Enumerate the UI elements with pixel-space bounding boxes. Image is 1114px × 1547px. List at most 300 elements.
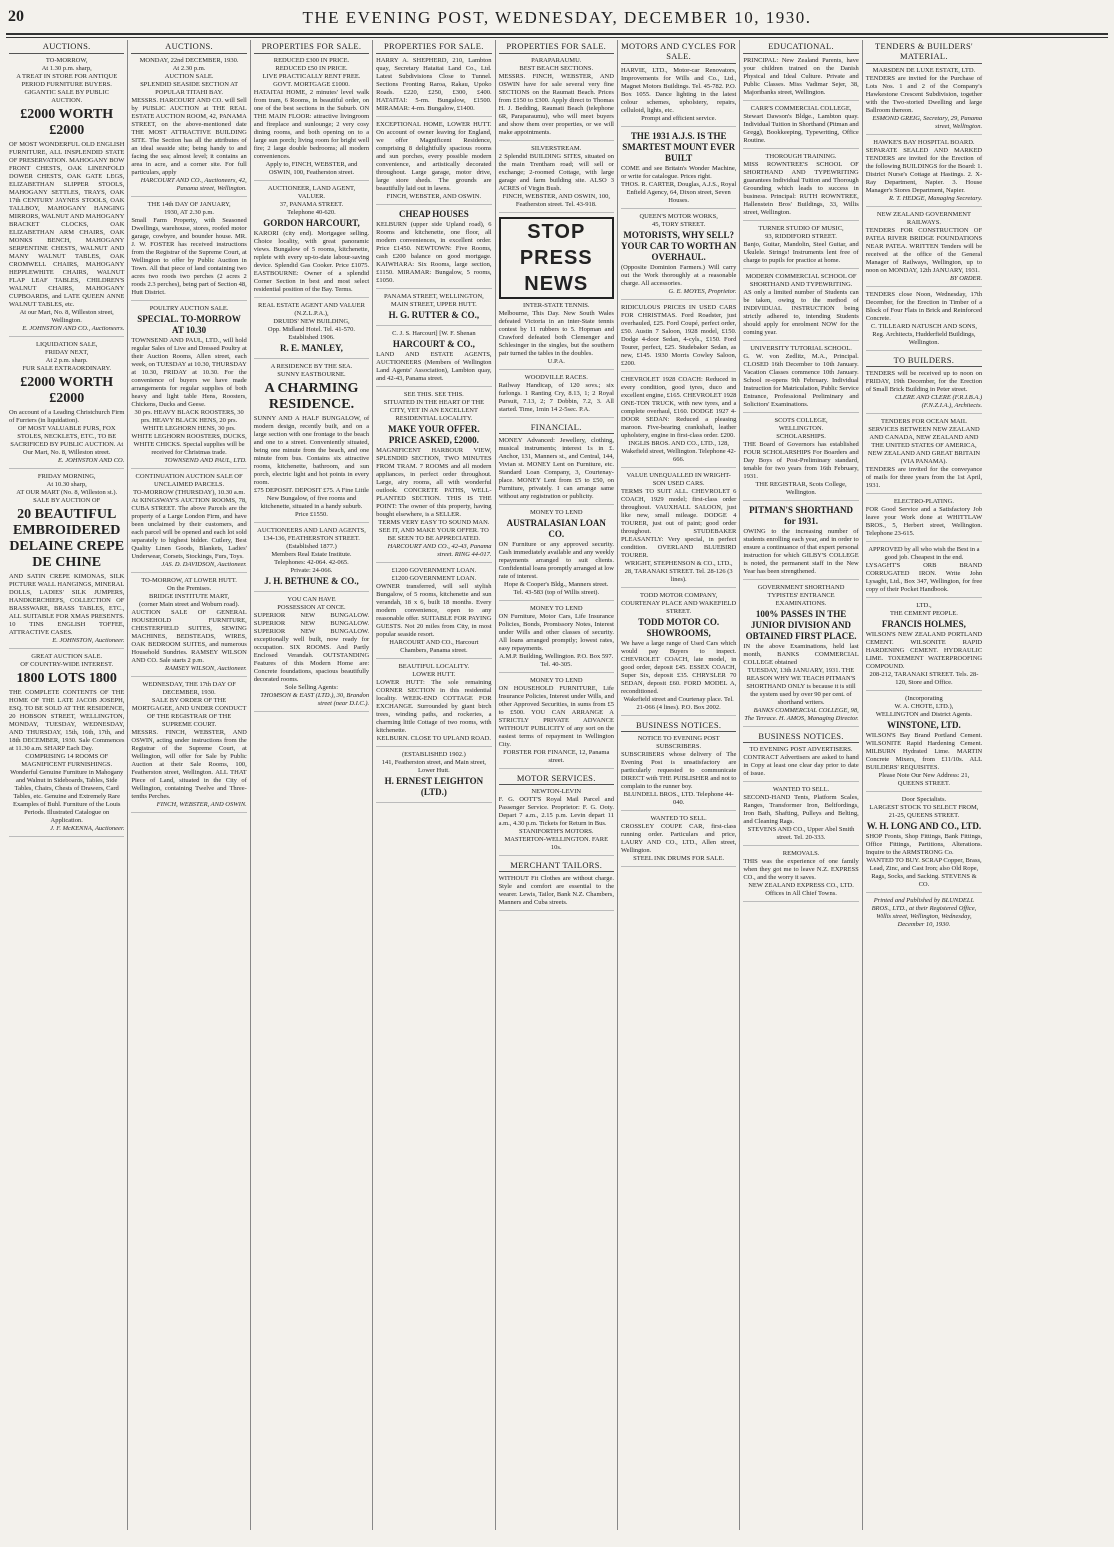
ad-footer: STANIFORTH'S MOTORS. MASTERTON-WELLINGTON. FARE 10s. bbox=[504, 828, 609, 851]
ad-body: MESSRS. HARCOURT AND CO. will Sell by PUBLIC AUCTION at THE REAL ESTATE AUCTION ROOM, 42, PANAMA STREET, on the above-mentioned date THE MOST ATTRACTIVE BUILDING SITE. The Section has all the attributes of an ideal seaside site; being handy to and facing the sea; almost level; it contains an area in acre, and a corner site. For full particulars, apply bbox=[131, 97, 247, 176]
advertisement bbox=[743, 273, 858, 341]
ad-body: MESSRS. FINCH, WEBSTER, AND OSWIN have for sale several very fine SECTIONS on the Raumati Beach. Prices from £150 to £300. Apply direct to Thomas H. J. Bedding, Raumati Beach (telephone 6R, Paraparaumu), who will meet buyers and show them over properties, or we will make appointments. bbox=[498, 73, 614, 136]
ad-body: MESSRS. FINCH, WEBSTER, AND OSWIN, acting under instructions from the Registrar of the Supreme Court, at Wellington, will offer for Sale by Public Auction at their Sale Rooms, 100, Featherston street, Wellington. ALL THAT Piece of Land, situated in the City of Wellington, containing Twelve and Three-tenths Perches. bbox=[131, 729, 247, 800]
advertisement bbox=[254, 596, 369, 712]
ad-body: KELBURN (upper side Upland road), 6 Rooms and kitchenette, one floor, all modern conveniences, in excellent order. Price £1450. NEWTOWN: Five Rooms, cash £200 balance on good mortgage. KAIWHARA: Six Rooms, large section, £1150. MIRAMAR: Bungalow, 5 rooms, £1050. bbox=[376, 221, 492, 284]
ad-body: RIDICULOUS PRICES IN USED CARS FOR CHRISTMAS. Ford Roadster, just overhauled, £25. Ford Coupé, perfect order, £50. Austin 7 Saloon, 1928 model, £150. Dodge 4-door Sedan, 4-cyls., £150. Ford Tourer, perfect, £25. Studebaker Sedan, as new, £145. 1930 Morris Cowley Saloon, £200. bbox=[620, 304, 737, 367]
ad-heading-line: APPROVED by all who wish the Best in a good job. Cheapest in the end. bbox=[868, 546, 980, 561]
ad-footer: Apply to, FINCH, WEBSTER, and OSWIN, 100, Featherston street. bbox=[265, 161, 358, 176]
ad-heading-line: MONEY TO LEND bbox=[529, 509, 583, 516]
ad-body: CROSSLEY COUPE CAR, first-class running order. Particulars and price, LAURY AND CO., LTD., Allen street, Wellington. bbox=[620, 823, 737, 854]
advertisement bbox=[9, 653, 124, 837]
advertisement bbox=[743, 786, 858, 846]
advertisement bbox=[621, 213, 736, 300]
ad-heading-line: SCOTS COLLEGE, bbox=[774, 417, 828, 424]
ad-body: 2 Splendid BUILDING SITES, situated on the main Trentham road; will sell or exchange; 2-roomed Cottage, with large garage and farm building site. ALSO 3 ACRES of Virgin Bush. bbox=[498, 153, 614, 192]
ad-heading-line: MARSDEN DE LUXE ESTATE, LTD. bbox=[872, 67, 976, 74]
ad-subheading: TODD MOTOR CO. SHOWROOMS, bbox=[638, 617, 720, 638]
ad-body: WILSON'S NEW ZEALAND PORTLAND CEMENT. WILSONITE RAPID HARDENING CEMENT. HYDRAULIC LIME. TOXEMENT WATERPROOFING COMPOUND. bbox=[865, 631, 983, 670]
ad-heading-line: 45, TORY STREET. bbox=[652, 221, 706, 228]
advertisement bbox=[254, 302, 369, 359]
ad-footer: HARCOURT AND CO., Harcourt Chambers, Panama street. bbox=[389, 639, 479, 654]
ad-body: Melbourne, This Day. New South Wales defeated Victoria in an inter-State tennis contest by 11 rubbers to 5. Hopman and Crawford defeated both Clemenger and Schlesinger in the singles, but the southern pair turned the tables in the doubles. bbox=[498, 310, 614, 357]
advertisement bbox=[621, 376, 736, 468]
ad-heading-line: CONTINUATION AUCTION SALE OF UNCLAIMED PARCELS. bbox=[135, 473, 243, 488]
ad-footer: FORSTER FOR FINANCE, 12, Panama street. bbox=[503, 749, 610, 764]
column-7 bbox=[740, 40, 862, 1530]
ad-body: PRINCIPAL: New Zealand Parents, have your children trained on the Danish Physical and Ideal Culture. Private and Public Classes. Miss Vadimar Sejer, 38, Majoribanks street, Wellington. bbox=[743, 57, 859, 96]
advertisement bbox=[866, 291, 982, 351]
ad-heading-line: (ESTABLISHED 1902.) bbox=[401, 751, 466, 758]
ad-body: MONEY Advanced: Jewellery, clothing, musical instruments; interest 1s in £. Anchor, 131, Manners st., and Central, 144, Vivian st. MONEY Lent on Furniture, etc. Standard Loan Company, 3, Courtenay-place. MONEY Lent from £5 to £50, on Furniture, privately. I can arrange same without any registration or publicity. bbox=[498, 437, 614, 500]
ad-body: HARRY A. SHEPHERD, 210, Lambton quay, Secretary Hataitai Land Co., Ltd. Latest Subdivisions Close to Tunnel. Sections Fronting Raroa, Rakau, Upoko Roads. £220, £250, £300, £400. HATAITAI: 5-rm. Bungalow, £1500. MIRAMAR: 4-rm. Bungalow, £1400. bbox=[376, 57, 492, 112]
ad-display-line: A CHARMING RESIDENCE. bbox=[264, 381, 359, 412]
ad-body: G. W. von Zedlitz, M.A., Principal. CLOSED 16th December to 10th January. Vacation Classes commence 10th January. School re-opens 9th February. Individual Instruction for Matriculation, Public Service Entrance, Professional Preliminary and Solicitors' Examinations. bbox=[743, 353, 859, 408]
ad-heading-line: VALUER. bbox=[297, 193, 326, 200]
advertisement bbox=[499, 677, 614, 769]
advertisement bbox=[9, 473, 124, 649]
ad-heading-line: PANAMA STREET, WELLINGTON, bbox=[383, 293, 484, 300]
ad-signature: G. E. MOYES, Proprietor. bbox=[668, 288, 737, 295]
ad-subheading: AUSTRALASIAN LOAN CO. bbox=[506, 518, 606, 539]
ad-body: AND SATIN CREPE KIMONAS, SILK PICTURE WALL HANGINGS, MINERAL DOLLS, LADIES' SILK JUMPERS, HANDKERCHIEFS, COLLECTION OF BRASSWARE, BRASS TABLES, ETC., ALL SUITABLE FOR XMAS PRESENTS. 10 TINS ENGLISH TOFFEE, ATTRACTIVE CASES. bbox=[9, 573, 125, 636]
advertisement bbox=[376, 293, 491, 326]
ad-body: OF MOST WONDERFUL OLD ENGLISH FURNITURE, ALL INSPLENDID STATE OF PRESERVATION. MAHOGANY BOW FRONT CHESTS, OAK LINENFOLD DOWER CHESTS, OAK GATE LEGS, ELIZABETHAN SLIPPER STOOLS, MAHOGANY SETTLES, TRAYS, OAK 17th CENTURY JAYNES STOOLS, OAK TALLBOY, MAHOGANY HANGING MIRRORS, WALNUT AND MAHOGANY BRACKET CLOCKS, OAK ELIZABETHAN ARM CHAIRS, OAK MONKS BENCH, MAHOGANY SERPENTINE CHESTS, WALNUT AND MANY WALNUT TABLES, OAK CROMWELL CHAIRS, MAHOGANY HEPPLEWHITE CHAIRS, WALNUT FLAP LEAF TABLES, CHILDREN'S WALNUT CHAIRS, MAHOGANY CUPBOARDS, and LATE QUEEN ANNE WALNUT TABLES, etc. bbox=[9, 141, 125, 308]
ad-heading-line: YOU CAN HAVE bbox=[287, 596, 336, 603]
advertisement bbox=[9, 57, 124, 337]
ad-footer: A.M.P. Building, Wellington. P.O. Box 597. Tel. 40-305. bbox=[499, 653, 614, 668]
ad-subheading: W. H. LONG AND CO., LTD. bbox=[866, 821, 982, 831]
ad-heading-line: LOWER HUTT. bbox=[412, 671, 456, 678]
ad-heading-line: DRUIDS' NEW BUILDING, bbox=[273, 318, 350, 325]
advertisement bbox=[743, 345, 858, 413]
section-header: BUSINESS NOTICES. bbox=[743, 731, 858, 743]
advertisement bbox=[376, 663, 491, 747]
ad-body: CONTRACT Advertisers are asked to hand in Copy at least one clear day prior to date of issue. bbox=[743, 754, 859, 777]
ad-body: THE Board of Governors has established FOUR SCHOLARSHIPS For Boarders and Day Boys of Post-Preliminary standard, tenable for two years from 16th February, 1931. bbox=[743, 441, 859, 480]
ad-footer: BLUNDELL BROS., LTD. Telephone 44-040. bbox=[623, 791, 734, 806]
advertisement bbox=[621, 472, 736, 588]
ad-body: CHEVROLET 1928 COACH: Reduced in every condition, good tyres, duco and excellent engine, £165. CHEVROLET 1928 ONE-TON TRUCK, with new tyres, and a complete overhaul, £160. DODGE 1927 4-DOOR SEDAN: Reduced a pleasing maroon. Five-bearing crankshaft, leather upholstery, engine in first-class order. £200. bbox=[620, 376, 737, 439]
column-8 bbox=[863, 40, 985, 1530]
ad-footer: OF MOST VALUABLE FURS, FOX STOLES, NECKLETS, ETC., TO BE SACRIFICED BY PUBLIC AUCTION. At Our Mart, No. 8, Willeston street. bbox=[10, 425, 124, 456]
ad-heading-line: Telephones: 42-064. 42-065. bbox=[274, 559, 349, 566]
ad-heading-line: OF COUNTRY-WIDE INTEREST. bbox=[20, 661, 114, 668]
ad-heading-line: HAWKE'S BAY HOSPITAL BOARD. bbox=[873, 139, 975, 146]
ad-heading-line: On the Premises. bbox=[166, 585, 212, 592]
ad-heading-line: SUNNY EASTBOURNE. bbox=[277, 371, 346, 378]
ad-footer: WANTED TO BUY. SCRAP Copper, Brass, Lead, Zinc, and Cast Iron; also Old Rope, Rags, Socks, and Sacking. STEVENS & CO. bbox=[866, 857, 982, 888]
ad-heading-line: TO-MORROW, bbox=[45, 57, 88, 64]
ad-body: ON Furniture or any approved security. Cash immediately available and any weekly repayments arranged to suit clients. Confidential loans promptly arranged at low rate of interest. bbox=[498, 541, 614, 580]
advertisement bbox=[866, 498, 982, 542]
advertisement bbox=[499, 422, 614, 505]
ad-footer: COMPRISING 14 ROOMS OF MAGNIFICENT FURNISHINGS. Wonderful Genuine Furniture in Mahogany and Walnut in Sideboards, Tables, Side Tables, Chairs, Chests of Drawers, Card Tables, etc. Genuine and Extremely Rare Examples of Buhl. Furniture of the Louis Periods. Illustrated Catalogue on Application. bbox=[10, 753, 124, 824]
ad-footer: STEEL INK DRUMS FOR SALE. bbox=[633, 855, 725, 862]
ad-heading-line: Established 1906. bbox=[288, 334, 335, 341]
newspaper-title: THE EVENING POST, WEDNESDAY, DECEMBER 10, 1930. bbox=[302, 8, 812, 27]
ad-body: TOWNSEND AND PAUL, LTD., will hold regular Sales of Live and Dressed Poultry at their Auction Rooms, Allen street, each week, on TUESDAY at 10.30, THURSDAY at 10.30, FRIDAY at 10.30. For the convenience of buyers we have made arrangements for regular supplies of both heavy and light table Hens, Roosters, Chickens, Ducks and Geese. bbox=[131, 337, 247, 408]
ad-heading-line: C. J. S. Harcourt] [W. F. Shenan bbox=[392, 330, 476, 337]
ad-signature: HARCOURT AND CO., 42-43, Panama street. RING 44-017. bbox=[387, 543, 492, 558]
advertisement bbox=[866, 602, 982, 691]
ad-body: IN the above Examinations, held last month, BANKS COMMERCIAL COLLEGE obtained bbox=[743, 643, 859, 666]
advertisement bbox=[866, 695, 982, 792]
ad-heading-line: WANTED TO SELL. bbox=[772, 786, 830, 793]
advertisement bbox=[743, 584, 858, 727]
advertisement bbox=[866, 211, 982, 287]
ad-footer: KELBURN. CLOSE TO UPLAND ROAD. bbox=[376, 735, 491, 742]
column-1 bbox=[6, 40, 128, 1530]
ad-subheading: R. E. MANLEY, bbox=[280, 343, 343, 353]
ad-heading-line: WELLINGTON. bbox=[778, 425, 824, 432]
ad-footer: Prompt and efficient service. bbox=[641, 115, 717, 122]
ad-body: Small Farm Property, with Seasoned Dwellings, warehouse, stores, roofed motor garage, cowbyre, and bounder house. MR. J. W. FOSTER has received instructions from the Registrar of the Supreme Court, at Wellington to offer by Public Auction in Town. All that piece of land containing two acres two roods two perches (2 acres 2 roods 2.3 perches), being part of Section 48, Hutt District. bbox=[131, 217, 247, 296]
ad-body: KARORI (city end). Mortgagee selling. Choice locality, with great panoramic views. Bungalow of 5 rooms, kitchenette, replete with every up-to-date labour-saving device. Splendid Gas Cooker. Price £1075. EASTBOURNE: Owner of a splendid Corner Section in best and most select residential position of the Bay. Terms. bbox=[253, 230, 370, 293]
ad-heading-line: TO-MORROW, AT LOWER HUTT. bbox=[141, 577, 237, 584]
ad-heading-line: 93, RIDDIFORD STREET. bbox=[765, 233, 837, 240]
advertisement bbox=[376, 209, 491, 289]
advertisement bbox=[499, 374, 614, 418]
advertisement bbox=[866, 546, 982, 598]
ad-body: FOR Good Service and a Satisfactory Job leave your Work done at WHITTLAW BROS., 5, Herbert street, Wellington. Telephone 23-615. bbox=[865, 506, 983, 537]
advertisement bbox=[254, 185, 369, 298]
advertisement bbox=[376, 330, 491, 387]
ad-footer: £75 DEPOSIT. DEPOSIT £75. A Fine Little New Bungalow, of five rooms and kitchenette, situated in a handy suburb. Price £1550. bbox=[253, 487, 369, 518]
ad-heading-line: UNIVERSITY TUTORIAL SCHOOL. bbox=[750, 345, 852, 352]
ad-footer: STEVENS AND CO., Upper Abel Smith street. Tel. 20-333. bbox=[747, 826, 855, 841]
ad-heading-line: WEDNESDAY, THE 17th DAY OF DECEMBER, 1930. bbox=[142, 681, 236, 696]
ad-display-line: 1800 LOTS 1800 bbox=[16, 671, 117, 686]
ad-body: WILSON'S Bay Brand Portland Cement. WILSONITE Rapid Hardening Cement. MILBURN Hydrated Lime. MARTIN Concrete Mixers, from £11/10s. ALL BUILDERS' REQUISITES. bbox=[865, 732, 983, 771]
ad-heading-line: THE 14th DAY OF JANUARY, bbox=[147, 201, 231, 208]
advertisement bbox=[376, 57, 491, 117]
ad-signature: RAMSEY WILSON, Auctioneer. bbox=[164, 665, 247, 672]
ad-heading-line: At 2 p.m. sharp. bbox=[45, 357, 88, 364]
ad-heading-line: REDUCED £50 IN PRICE. bbox=[275, 65, 348, 72]
advertisement bbox=[131, 681, 246, 813]
ad-subheading: THE 1931 A.J.S. IS THE SMARTEST MOUNT EVER BUILT bbox=[622, 131, 736, 163]
advertisement bbox=[254, 57, 369, 181]
ad-signature: HARCOURT AND CO., Auctioneers, 42, Panama street, Wellington. bbox=[140, 177, 247, 192]
ad-footer: THOS. R. CARTER, Douglas, A.J.S., Royal Enfield Agency, 64, Dixon street, Seven Houses. bbox=[620, 181, 737, 204]
ad-body: SECOND-HAND Tents, Platform Scales, Ranges, Transformer Iron, Beltfordings, Iron Bath, Shafting, Pulleys and Belting, and Cleaning Rags. bbox=[743, 794, 859, 825]
column-header: EDUCATIONAL. bbox=[743, 40, 858, 54]
column-header: PROPERTIES FOR SALE. bbox=[254, 40, 369, 54]
ad-subheading: H. ERNEST LEIGHTON (LTD.) bbox=[384, 776, 484, 797]
advertisement bbox=[743, 731, 858, 782]
ad-heading-line: FRIDAY MORNING, bbox=[37, 473, 96, 480]
column-header: PROPERTIES FOR SALE. bbox=[499, 40, 614, 54]
advertisement bbox=[376, 391, 491, 563]
advertisement bbox=[866, 796, 982, 893]
ad-heading-line: POULTRY AUCTION SALE. bbox=[149, 305, 229, 312]
ad-subheading: J. H. BETHUNE & CO., bbox=[264, 576, 359, 586]
column-header: AUCTIONS. bbox=[131, 40, 246, 54]
column-header: MOTORS AND CYCLES FOR SALE. bbox=[621, 40, 736, 64]
ad-body: LOWER HUTT: The sole remaining CORNER SECTION in this residential locality. WEEK-END COTTAGE FOR EXCHANGE. Surrounded by giant birch trees, winding paths, and rockeries, a charming little Cottage of two rooms, with kitchenette. bbox=[376, 679, 492, 734]
advertisement bbox=[743, 105, 858, 149]
ad-body: THE COMPLETE CONTENTS OF THE HOME OF THE LATE JACOB JOSEPH, ESQ. TO BE SOLD AT THE RESIDENCE, 20 HOBSON STREET, WELLINGTON, MONDAY, TUESDAY, WEDNESDAY, AND THURSDAY, 15th, 16th, 17th, and 18th DECEMBER, 1930. Sale Commences at 11.30 a.m. SHARP Each Day. bbox=[9, 689, 125, 752]
ad-footer: Sole Selling Agents: bbox=[284, 684, 339, 691]
ad-subheading: FRANCIS HOLMES, bbox=[881, 619, 966, 629]
ad-heading-line: REAL ESTATE AGENT AND VALUER (N.Z.L.P.A.), bbox=[258, 302, 365, 317]
ad-heading-line: TO-MORROW (THURSDAY), 10.30 a.m. bbox=[133, 489, 246, 496]
section-header: MOTOR SERVICES. bbox=[499, 773, 614, 785]
ad-heading-line: LARGEST STOCK TO SELECT FROM, bbox=[869, 804, 979, 811]
ad-body: SEPARATE SEALED AND MARKED TENDERS are invited for the Erection of the following BUILDINGS for the Board: 1. District Nurse's Cottage at Hastings. 2. X-Ray Department, Napier. 3. House Manager's Stores Department, Napier. bbox=[865, 147, 983, 194]
ad-heading-line: TURNER STUDIO OF MUSIC, bbox=[758, 225, 844, 232]
ad-footer: Wakefield street and Courtenay place. Tel. 21-066 (4 lines). P.O. Box 2002. bbox=[623, 696, 734, 711]
ad-subheading: GORDON HARCOURT, bbox=[263, 218, 360, 228]
masthead bbox=[0, 0, 1114, 30]
ad-heading-line: THE CEMENT PEOPLE. bbox=[889, 610, 958, 617]
ad-signature: E. JOHNSTON AND CO. bbox=[57, 457, 125, 464]
ad-heading-line: W. A. CHOTE, LTD.), bbox=[894, 703, 954, 710]
ad-heading-line: WANTED TO SELL. bbox=[650, 815, 707, 822]
ad-heading-line: (Established 1877.) bbox=[286, 543, 337, 550]
ad-footer: Please Note Our New Address: 21, QUEENS STREET. bbox=[878, 772, 970, 787]
ad-heading-line: WELLINGTON and District Agents. bbox=[875, 711, 973, 718]
ad-signature: R. T. HEDGE, Managing Secretary. bbox=[888, 195, 983, 202]
ad-heading-line: TENDERS FOR OCEAN MAIL SERVICES BETWEEN NEW ZEALAND AND CANADA, NEW ZEALAND AND THE UNITED STATES OF AMERICA, NEW ZEALAND AND GREAT BRITAIN (VIA PANAMA). bbox=[867, 418, 981, 465]
ad-body: At KINGSWAY'S AUCTION ROOMS, 78, CUBA STREET. The above Parcels are the property of a Large London Firm, and have been unclaimed by their customers, and each parcel will be opened and each lot sold separately to highest bidder. Cutlery, Best Quality Linen Goods, Blankets, Ladies' Underwear, Corsets, Stockings, Furs, Toys. bbox=[131, 497, 247, 560]
ad-display-line: £2000 WORTH £2000 bbox=[20, 375, 114, 406]
advertisement bbox=[131, 473, 246, 573]
ad-subheading: H. G. RUTTER & CO., bbox=[388, 310, 480, 320]
ad-body: Stewart Dawson's Bldge., Lambton quay. Individual Tuition in Shorthand (Pitman and Gregg), Bookkeeping, Typewriting, Office Routine. bbox=[743, 113, 859, 144]
column-4 bbox=[373, 40, 495, 1530]
advertisement bbox=[131, 57, 246, 197]
ad-heading-line: QUEEN'S MOTOR WORKS, bbox=[639, 213, 718, 220]
advertisement bbox=[621, 815, 736, 867]
ad-heading-line: SILVERSTREAM. bbox=[531, 145, 582, 152]
ad-heading-line: NEWTON-LEVIN bbox=[531, 788, 582, 795]
ad-heading-line: CARR'S COMMERCIAL COLLEGE, bbox=[750, 105, 852, 112]
ad-heading-line: £1200 GOVERNMENT LOAN. bbox=[391, 575, 477, 582]
section-header: MERCHANT TAILORS. bbox=[499, 860, 614, 872]
ad-heading-line: SPLENDID SEASIDE SECTION AT POPULAR TITAHI BAY. bbox=[140, 81, 239, 96]
section-header: BUSINESS NOTICES. bbox=[621, 720, 736, 732]
ad-heading-line: AUCTIONEER, LAND AGENT, bbox=[267, 185, 356, 192]
ad-display-line: £2000 WORTH £2000 bbox=[20, 107, 114, 138]
ad-body: COME and see Britain's Wonder Machine, or write for catalogue. Prices right. bbox=[620, 165, 737, 180]
advertisement bbox=[9, 341, 124, 469]
ad-heading-line: At 1.30 p.m. sharp, bbox=[41, 65, 92, 72]
ad-heading-line: BEAUTIFUL LOCALITY. bbox=[398, 663, 470, 670]
ad-heading-line: NEW ZEALAND GOVERNMENT RAILWAYS. bbox=[876, 211, 971, 226]
ad-heading-line: GOVERNMENT SHORTHAND TYPISTES' ENTRANCE EXAMINATIONS. bbox=[757, 584, 845, 607]
ad-heading-line: MAIN STREET, UPPER HUTT. bbox=[390, 301, 477, 308]
ad-subheading: MAKE YOUR OFFER. PRICE ASKED, £2000. bbox=[388, 424, 480, 445]
ad-body: AUCTION SALE OF GENERAL HOUSEHOLD FURNITURE, CHESTERFIELD SUITES, SEWING MACHINES, BEDSTEADS, WIRES, OAK BEDROOM SUITES, and numerous Household Sundries. RAMSEY WILSON AND CO. Sale starts 2 p.m. bbox=[131, 609, 247, 664]
newspaper-columns bbox=[6, 40, 1108, 1530]
ad-heading-line: AUCTIONEERS AND LAND AGENTS, bbox=[257, 527, 366, 534]
column-header: PROPERTIES FOR SALE. bbox=[376, 40, 491, 54]
advertisement bbox=[499, 773, 614, 856]
ad-body: OWING to the increasing number of students enrolling each year, and in order to ensure a continuance of that expert personal instruction for which GILBY'S COLLEGE is noted, the permanent staff in the New Year has been strengthened. bbox=[743, 528, 859, 575]
ad-signature: BANKS COMMERCIAL COLLEGE, 98, The Terrace. H. AMOS, Managing Director. bbox=[744, 707, 859, 722]
ad-body: TENDERS will be received up to noon on FRIDAY, 19th December, for the Erection of Small Brick Building in Peter street. bbox=[865, 370, 983, 393]
ad-heading-line: MODERN COMMERCIAL SCHOOL OF SHORTHAND AND TYPEWRITING. bbox=[745, 273, 857, 288]
ad-heading-line: £1200 GOVERNMENT LOAN. bbox=[391, 567, 477, 574]
ad-signature: CLERE AND CLERE (F.R.I.B.A.) (F.N.Z.I.A.), Architects. bbox=[894, 394, 983, 409]
ad-body: ON Furniture, Motor Cars, Life Insurance Policies, Bonds, Promissory Notes, Interest under Wills and other classes of security. All loans arranged promptly; lowest rates, easy repayments. bbox=[498, 613, 614, 652]
ad-heading-line: 37, PANAMA STREET. bbox=[279, 201, 344, 208]
ad-heading-line: REDUCED £300 IN PRICE. bbox=[273, 57, 350, 64]
column-header: TENDERS & BUILDERS' MATERIAL. bbox=[866, 40, 982, 64]
ad-body: SHOP Fronts, Shop Fittings, Bank Fittings, Office Fittings, Partitions, Alterations. Inquire to the ARMSTRONG Co. bbox=[865, 833, 983, 856]
stop-press-banner: STOP PRESS NEWS bbox=[499, 217, 614, 299]
ad-heading-line: SITUATED IN THE HEART OF THE CITY, YET IN AN EXCELLENT RESIDENTIAL LOCALITY. bbox=[383, 399, 485, 422]
advertisement bbox=[131, 201, 246, 301]
ad-body: HATAITAI HOME, 2 minutes' level walk from tram, 6 Rooms, in beautiful order, on one of the best sections in the Suburb. ON THE MAIN FLOOR: attractive livingroom and fireplace and sunlounge; 2 very cosy dining rooms, and both opening on to a large sun porch; living room for bright well fire; 2 large double bedrooms; all modern conveniences. bbox=[253, 89, 370, 160]
ad-body: WITHOUT Fit Clothes are without charge. Style and comfort are essential to the wearer. Lewis, Tailor, Bank N.Z. Chambers, Manners and Cuba streets. bbox=[498, 875, 614, 906]
ad-heading-line: SALE BY AUCTION OF bbox=[33, 497, 101, 504]
ad-heading-line: LTD., bbox=[916, 602, 932, 609]
advertisement bbox=[866, 418, 982, 494]
ad-body: TENDERS are invited for the conveyance of mails for three years from the 1st April, 1931. bbox=[865, 466, 983, 489]
ad-signature: TOWNSEND AND PAUL, LTD. bbox=[164, 457, 247, 464]
advertisement bbox=[131, 577, 246, 677]
ad-heading-line: TO EVENING POST ADVERTISERS. bbox=[749, 746, 853, 753]
masthead-rule bbox=[6, 33, 1108, 38]
ad-body: SUPERIOR NEW BUNGALOW. SUPERIOR NEW BUNGALOW. SUPERIOR NEW BUNGALOW. exceptionally well built, now ready for occupation. SIX ROOMS. And Partly Enclosed Verandah. OUTSTANDING Features of this Modern Home are: Concrete foundations, spacious beautifully decorated rooms. bbox=[253, 612, 370, 683]
ad-footer: THE REGISTRAR, Scots College, Wellington. bbox=[755, 481, 847, 496]
ad-body: TENDERS close Noon, Wednesday, 17th December, for the Erection in Timber of a Block of Four Flats in Brick and Reinforced Concrete. bbox=[865, 291, 983, 322]
section-header: TO BUILDERS. bbox=[866, 355, 982, 367]
ad-body: Railway Handicap, of 120 sovs.; six furlongs. 1 Ranting Cry, 8.13, 1; 2 Royal Pursuit, 7.13, 2; 7 Dobbin, 7.2, 3. All started. Time, 1min 14 2-5sec. P.A. bbox=[498, 382, 614, 413]
ad-signature: THOMSON & EAST (LTD.), 30, Brandon street (near D.I.C.). bbox=[260, 692, 370, 707]
ad-heading-line: BEST BEACH SECTIONS. bbox=[519, 65, 594, 72]
advertisement bbox=[376, 751, 491, 803]
column-3 bbox=[251, 40, 373, 1530]
advertisement bbox=[499, 145, 614, 213]
ad-heading-line: 141, Featherston street, and Main street, Lower Hutt. bbox=[381, 759, 487, 774]
ad-heading-line: LIVE PRACTICALLY RENT FREE. bbox=[262, 73, 361, 80]
ad-heading-line: MONDAY, 22nd DECEMBER, 1930. bbox=[139, 57, 239, 64]
ad-footer: TUESDAY, 13th JANUARY, 1931. THE REASON WHY WE TEACH PITMAN'S SHORTHAND ONLY is because it is still the system used by over 90 per cent. of shorthand writers. bbox=[746, 667, 856, 706]
ad-subheading: SPECIAL. TO-MORROW AT 10.30 bbox=[137, 314, 241, 335]
advertisement bbox=[376, 567, 491, 659]
ad-subheading: PITMAN'S SHORTHAND for 1931. bbox=[749, 505, 854, 526]
ad-heading-line: 134-136, FEATHERSTON STREET. bbox=[263, 535, 360, 542]
ad-footer: Hope & Cooper's Bldg., Manners street. Tel. 43-583 (top of Willis street). bbox=[504, 581, 609, 596]
ad-heading-line: (corner Main street and Woburn road). bbox=[139, 601, 240, 608]
advertisement bbox=[743, 153, 858, 221]
advertisement bbox=[866, 355, 982, 414]
advertisement bbox=[499, 605, 614, 673]
ad-footer: WRIGHT, STEPHENSON & CO., LTD., 28, TARANAKI STREET. Tel. 28-126 (3 lines). bbox=[624, 560, 733, 583]
advertisement bbox=[621, 131, 736, 209]
page-number: 20 bbox=[8, 8, 24, 25]
ad-heading-line: GREAT AUCTION SALE. bbox=[31, 653, 103, 660]
ad-heading-line: Private: 24-066. bbox=[290, 567, 333, 574]
advertisement bbox=[254, 527, 369, 592]
ad-heading-line: (Incorporating bbox=[905, 695, 943, 702]
ad-footer: U.P.A. bbox=[547, 358, 565, 365]
ad-heading-line: Opp. Midland Hotel. Tel. 41-570. bbox=[267, 326, 356, 333]
advertisement bbox=[866, 67, 982, 135]
ad-heading-line: INTER-STATE TENNIS. bbox=[522, 302, 590, 309]
advertisement bbox=[131, 305, 246, 469]
ad-heading-line: FRIDAY NEXT, bbox=[44, 349, 89, 356]
ad-heading-line: TODD MOTOR COMPANY, COURTENAY PLACE AND WAKEFIELD STREET. bbox=[621, 592, 737, 615]
ad-heading-line: PARAPARAUMU. bbox=[531, 57, 582, 64]
publisher-imprint: Printed and Published by BLUNDELL BROS., LTD., at their Registered Office, Willis street, Wellington, Wednesday, December 10, 1930. bbox=[871, 897, 977, 928]
ad-footer: FINCH, WEBSTER, AND OSWIN, 100, Featherston street. Tel. 43-918. bbox=[502, 193, 610, 208]
ad-heading-line: FUR SALE EXTRAORDINARY. bbox=[22, 365, 111, 372]
column-6 bbox=[618, 40, 740, 1530]
ad-body: F. G. OOTT'S Royal Mail Parcel and Passenger Service. Proprietor: F. G. Ooty. Depart 7 a.m., 2.15 p.m. Levin depart 11 a.m., 4.30 p.m. Tickets for Return in Bus. bbox=[498, 796, 614, 827]
ad-footer: INGLIS BROS. AND CO., LTD., 128, Wakefield street, Wellington. Telephone 42-666. bbox=[621, 440, 736, 463]
ad-signature: BY ORDER. bbox=[949, 275, 983, 282]
ad-heading-line: WOODVILLE RACES. bbox=[524, 374, 588, 381]
advertisement bbox=[376, 121, 491, 205]
ad-heading-line: At 10.30 sharp, bbox=[46, 481, 87, 488]
ad-signature: E. JOHNSTON, Auctioneer. bbox=[52, 637, 125, 644]
ad-body: TENDERS are invited for the Purchase of Lots Nos. 1 and 2 of the Company's Hawkestone Crescent Subdivision, together with the Two-storied Dwelling and large Ballroom thereon. bbox=[865, 75, 983, 114]
ad-footer: At our Mart, No. 8, Willeston street, Wellington. bbox=[19, 309, 114, 324]
ad-body: EXCEPTIONAL HOME, LOWER HUTT. On account of owner leaving for England, we offer Magnificent Residence, comprising 8 delightfully spacious rooms and sun porches, every possible modern convenience, and artistically decorated throughout. Large garage, motor drive, large store sheds. The grounds are beautifully laid out in lawns. bbox=[376, 121, 492, 192]
ad-heading-line: Members Real Estate Institute. bbox=[271, 551, 352, 558]
advertisement bbox=[743, 505, 858, 580]
ad-body: ON HOUSEHOLD FURNITURE, Life Insurance Policies, Interest under Wills, and other Approved Securities, in sums from £5 to £500. YOU CAN ARRANGE A STRICTLY PRIVATE ADVANCE WITHOUT PUBLICITY of any sort on the easiest terms of repayment in Wellington City. bbox=[498, 685, 614, 748]
ad-body: Banjo, Guitar, Mandolin, Steel Guitar, and Ukulele. Strings! Instruments lent free of charge to pupils for practice at home. bbox=[743, 241, 859, 264]
ad-body: (Opposite Dominion Farmers.) Will carry out the Work thoroughly at a reasonable charge. All accessories. bbox=[620, 264, 737, 287]
ad-heading-line: BRIDGE INSTITUTE MART, bbox=[148, 593, 230, 600]
ad-heading-line: REMOVALS. bbox=[782, 850, 820, 857]
advertisement bbox=[499, 57, 614, 141]
ad-heading-line: Door Specialists. bbox=[901, 796, 947, 803]
ad-heading-line: GIGANTIC SALE BY PUBLIC AUCTION. bbox=[24, 89, 109, 104]
ad-footer: FINCH, WEBSTER, AND OSWIN. bbox=[386, 193, 482, 200]
ad-heading-line: VALUE UNEQUALLED IN WRIGHT-SON USED CARS. bbox=[626, 472, 731, 487]
ad-signature: FINCH, WEBSTER, AND OSWIN. bbox=[156, 801, 247, 808]
ad-body: TERMS TO SUIT ALL. CHEVROLET 6 COACH, 1929 model; first-class order throughout. VAUXHALL SALOON, just like new, small mileage. DODGE 4 TOURER, just out of paint; good order throughout. STUDEBAKER PLEASANTLY: Very special, in perfect condition. OVERLAND BLUEBIRD TOURER. bbox=[620, 488, 737, 559]
ad-heading-line: THOROUGH TRAINING. bbox=[765, 153, 837, 160]
ad-subheading: HARCOURT & CO., bbox=[392, 339, 475, 349]
advertisement bbox=[499, 509, 614, 601]
ad-body: TENDERS FOR CONSTRUCTION OF PATEA RIVER BRIDGE FOUNDATIONS NEAR PATEA. WRITTEN Tenders will be received at the office of the General Manager of Railways, Wellington, up to noon on MONDAY, 12th JANUARY, 1931. bbox=[865, 227, 983, 274]
ad-heading-line: A TREAT IN STORE FOR ANTIQUE PERIOD FURNITURE BUYERS. bbox=[16, 73, 118, 88]
ad-body: THIS was the experience of one family when they got me to leave N.Z. EXPRESS CO., and the worry it saves. bbox=[743, 858, 859, 881]
column-2 bbox=[128, 40, 250, 1530]
ad-heading-line: SALE BY ORDER OF THE MORTGAGEE, AND UNDER CONDUCT OF THE REGISTRAR OF THE SUPREME COURT. bbox=[131, 697, 247, 728]
advertisement bbox=[621, 592, 736, 716]
advertisement bbox=[621, 67, 736, 127]
ad-heading-line: At 2.30 p.m. bbox=[172, 65, 206, 72]
advertisement bbox=[499, 217, 614, 370]
ad-subheading: MOTORISTS, WHY SELL? YOUR CAR TO WORTH AN OVERHAUL. bbox=[621, 230, 737, 262]
ad-heading-line: AUCTION SALE. bbox=[164, 73, 214, 80]
ad-footer: C. TILLEARD NATUSCH AND SONS, Reg. Architects, Hudderfield Buildings, Wellington. bbox=[870, 323, 977, 346]
ad-subheading: 100% PASSES IN THE JUNIOR DIVISION AND OBTAINED FIRST PLACE. bbox=[745, 609, 857, 641]
ad-heading-line: AT OUR MART (No. 8, Willeston st.). bbox=[16, 489, 118, 496]
ad-heading-line: SCHOLARSHIPS. bbox=[776, 433, 826, 440]
ad-body: LAND AND ESTATE AGENTS, AUCTIONEERS (Members of Wellington Land Agents' Association), Lambton quay, and 42-43, Panama street. bbox=[376, 351, 492, 382]
ad-heading-line: 21-25, QUEENS STREET. bbox=[888, 812, 960, 819]
ad-body: OWNER transferred, will sell stylish Bungalow, of 5 rooms, kitchenette and sun verandah, 18 x 6, built 18 months. Every modern convenience, open to any reasonable offer. SUITABLE FOR PAYING GUESTS. Not 20 miles from City, in most popular seaside resort. bbox=[376, 583, 492, 638]
ad-body: SUNNY AND A HALF BUNGALOW, of modern design, recently built, and on a large section with one frontage to the beach and one to a street. Conveniently situated, being one minute from the beach, and one minute from bus. Contains six attractive rooms, kitchenette, bathroom, and sun porch, electric light and hot points in every room. bbox=[253, 415, 370, 486]
ad-heading-line: NOTICE TO EVENING POST SUBSCRIBERS. bbox=[637, 735, 720, 750]
ad-heading-line: LIQUIDATION SALE, bbox=[36, 341, 98, 348]
ad-body: MISS ROWNTREE'S SCHOOL OF SHORTHAND AND TYPEWRITING guarantees Individual Tuition and Thorough Grounding which leads to success in business. Principal: RUTH ROWNTREE, Hallenstein Bros' Buildings, 33, Willis street, Wellington. bbox=[743, 161, 859, 216]
advertisement bbox=[499, 860, 614, 911]
column-header: AUCTIONS. bbox=[9, 40, 124, 54]
ad-heading-line: ELECTRO-PLATING. bbox=[893, 498, 954, 505]
ad-heading-line: A RESIDENCE BY THE SEA. bbox=[270, 363, 353, 370]
